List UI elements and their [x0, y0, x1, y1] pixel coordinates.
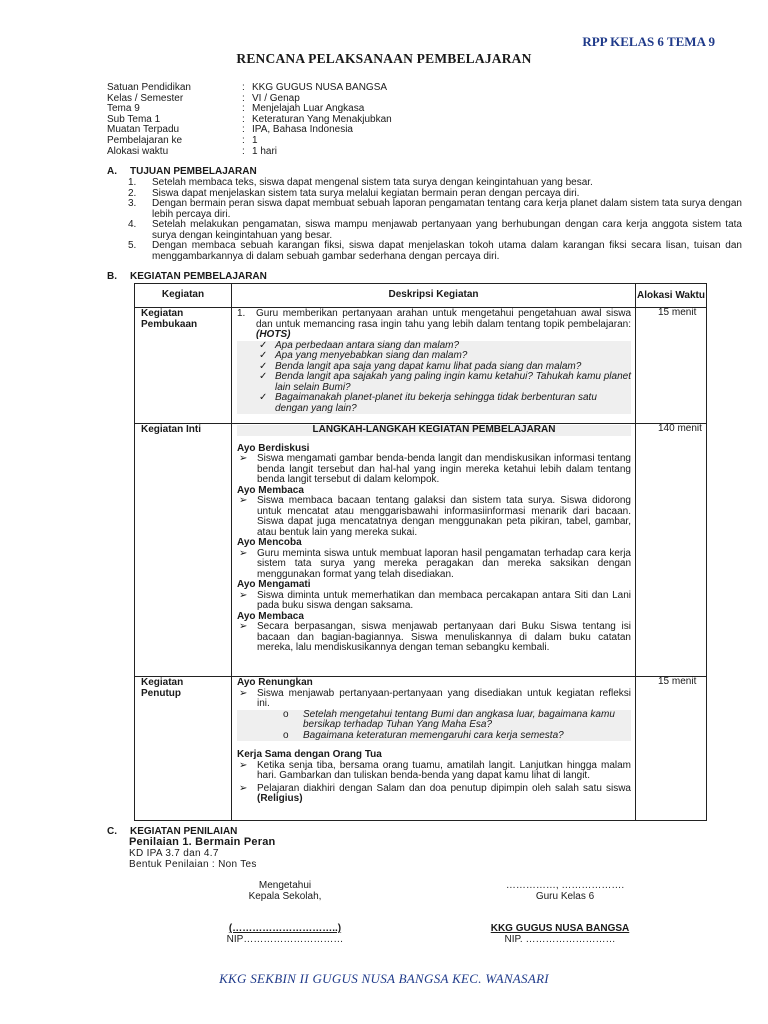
activity-heading: Ayo Mengamati — [237, 579, 311, 590]
signature-caption: Mengetahui — [258, 880, 312, 891]
activity-text: Siswa mengamati gambar benda-benda langit dan mendiskusikan informasi tentang benda langit tersebut dan hal-hal yang ingin mereka ketahui lebih dalam tentang benda langit tersebut di dalam kelompok. — [257, 453, 631, 485]
identity-separator: : — [242, 113, 245, 125]
section-b-heading — [107, 271, 267, 282]
section-title: KEGIATAN PENILAIAN — [130, 826, 238, 837]
row-label-inti: Kegiatan Inti — [135, 424, 232, 677]
row-time-inti: 140 menit — [636, 424, 707, 677]
row-desc-inti — [232, 424, 636, 677]
check-icon: ✓ — [259, 350, 268, 361]
identity-value: Menjelajah Luar Angkasa — [252, 103, 365, 115]
identity-label: Tema 9 — [107, 103, 140, 115]
check-icon: ✓ — [259, 371, 268, 382]
row-time-pembukaan: 15 menit — [636, 308, 707, 424]
activity-heading: Kerja Sama dengan Orang Tua — [237, 749, 382, 760]
identity-value: 1 — [252, 134, 258, 146]
hots-label: (HOTS) — [256, 329, 291, 340]
signature-right — [475, 880, 655, 902]
check-icon: ✓ — [259, 339, 268, 351]
identity-row — [107, 115, 707, 126]
section-title: KEGIATAN PEMBELAJARAN — [130, 271, 267, 282]
activity-item — [237, 454, 631, 486]
identity-separator: : — [242, 124, 245, 136]
reflection-text: Setelah mengetahui tentang Bumi dan angkasa luar, bagaimana kamu bersikap terhadap Tuhan Yang Maha Esa? — [303, 708, 615, 730]
arrow-icon: ➢ — [239, 621, 248, 632]
reflection-item — [283, 731, 631, 742]
identity-value: IPA, Bahasa Indonesia — [252, 124, 353, 136]
arrow-icon: ➢ — [239, 495, 248, 506]
activity-heading: Ayo Berdiskusi — [237, 442, 310, 454]
question-item — [259, 393, 631, 414]
row-desc-penutup — [232, 677, 636, 821]
signature-name: (…………………………..) — [228, 923, 342, 934]
identity-label: Kelas / Semester — [107, 92, 184, 104]
activity-text — [257, 784, 631, 805]
list-item — [128, 220, 742, 241]
activity-item — [237, 549, 631, 581]
list-number: 1. — [237, 308, 246, 319]
activity-item — [237, 784, 631, 805]
table-header-row — [135, 284, 707, 308]
identity-row — [107, 147, 707, 158]
question-text: Apa perbedaan antara siang dan malam? — [275, 339, 460, 351]
question-item — [259, 372, 631, 393]
section-letter: B. — [107, 271, 117, 282]
list-number: 4. — [128, 219, 137, 230]
section-letter: C. — [107, 826, 117, 837]
question-text: Benda langit apa sajakah yang paling ingin kamu ketahui? Tahukah kamu planet lain selain Bumi? — [275, 371, 631, 393]
check-icon: ✓ — [259, 360, 268, 372]
row-time-penutup: 15 menit — [636, 677, 707, 821]
activity-text: Guru meminta siswa untuk membuat laporan hasil pengamatan terhadap cara kerja sistem tata surya yang mereka peragakan dan mereka saksikan dengan menggunakan format yang telah disediakan. — [257, 547, 631, 580]
identity-value: VI / Genap — [252, 92, 300, 104]
steps-title: LANGKAH-LANGKAH KEGIATAN PEMBELAJARAN — [237, 425, 631, 436]
activity-item — [237, 689, 631, 710]
question-item — [259, 351, 631, 362]
penilaian-subtitle: Penilaian 1. Bermain Peran — [129, 836, 276, 848]
list-number: 3. — [128, 198, 137, 209]
signature-left — [200, 880, 370, 902]
closing-text: Pelajaran diakhiri dengan Salam dan doa penutup dipimpin oleh salah satu siswa — [257, 782, 631, 794]
section-a-heading — [107, 166, 257, 177]
activity-item — [237, 496, 631, 538]
activity-text: Siswa diminta untuk memerhatikan dan membaca percakapan antara Siti dan Lani pada buku siswa dengan saksama. — [257, 589, 631, 611]
circle-bullet-icon: o — [283, 729, 289, 741]
header-kegiatan: Kegiatan — [135, 284, 232, 308]
list-number: 1. — [128, 177, 137, 188]
activity-item — [237, 622, 631, 654]
identity-row — [107, 125, 707, 136]
tujuan-list — [128, 178, 742, 262]
list-text: Dengan membaca sebuah karangan fiksi, siswa dapat menjelaskan tokoh utama dalam karangan fiksi secara lisan, tuisan dan menggambarkannya di dalam sebuah gambar sederhana dengan percaya diri. — [152, 240, 742, 262]
activity-heading: Ayo Mencoba — [237, 537, 302, 548]
header-class-label: RPP KELAS 6 TEMA 9 — [582, 34, 715, 49]
penilaian-kd: KD IPA 3.7 dan 4.7 — [129, 848, 219, 859]
signature-role: Guru Kelas 6 — [535, 891, 595, 902]
list-text: Setelah melakukan pengamatan, siswa mampu menjawab pertanyaan yang berhubungan dengan cara kerja anggota sistem tata surya dengan keingintahuan yang besar. — [152, 219, 742, 241]
signature-right-name-block — [465, 923, 655, 945]
activity-heading: Ayo Membaca — [237, 610, 304, 622]
table-row — [135, 308, 707, 424]
list-item — [128, 178, 742, 189]
intro-text: Guru memberikan pertanyaan arahan untuk mengetahui pengetahuan awal siswa dan untuk memancing rasa ingin tahu yang lebih dalam tentang topik pembelajaran: — [256, 308, 631, 330]
activity-text: Ketika senja tiba, bersama orang tuamu, amatilah langit. Lanjutkan hingga malam hari. Gambarkan dan tuliskan benda-benda yang dapat kamu lihat di langit. — [257, 759, 631, 781]
activity-heading: Ayo Renungkan — [237, 677, 313, 688]
identity-value: Keteraturan Yang Menakjubkan — [252, 113, 392, 125]
table-row — [135, 424, 707, 677]
identity-label: Sub Tema 1 — [107, 113, 161, 125]
check-icon: ✓ — [259, 392, 268, 403]
identity-separator: : — [242, 92, 245, 104]
identity-separator: : — [242, 145, 245, 157]
section-letter: A. — [107, 166, 117, 177]
identity-value: 1 hari — [252, 145, 278, 157]
signature-role: Kepala Sekolah, — [248, 891, 322, 902]
identity-row — [107, 94, 707, 105]
list-number: 2. — [128, 187, 137, 199]
list-text: Dengan bermain peran siswa dapat membuat sebuah laporan pengamatan tentang cara kerja planet dalam sistem tata surya dengan lebih percaya diri. — [152, 198, 742, 220]
question-text: Apa yang menyebabkan siang dan malam? — [275, 350, 468, 361]
section-title: TUJUAN PEMBELAJARAN — [130, 166, 257, 177]
identity-row — [107, 136, 707, 147]
activity-item — [237, 591, 631, 612]
list-text — [256, 309, 631, 341]
activity-text: Siswa membaca bacaan tentang galaksi dan sistem tata surya. Siswa didorong untuk mencatat atau menggarisbawahi informasiinformasi menarik dari bacaan. Siswa dapat juga mencatatnya dengan menggunakan peta pikiran, tabel, gambar, atau bentuk lain yang mereka sukai. — [257, 495, 631, 538]
identity-label: Satuan Pendidikan — [107, 82, 191, 93]
signature-name: KKG GUGUS NUSA BANGSA — [490, 923, 630, 934]
identity-label: Pembelajaran ke — [107, 134, 183, 146]
list-item — [128, 241, 742, 262]
kegiatan-table — [134, 283, 707, 821]
signature-nip: NIP. ……………………… — [504, 934, 616, 945]
reflection-item — [283, 710, 631, 731]
identity-label: Alokasi waktu — [107, 145, 169, 157]
activity-text: Siswa menjawab pertanyaan-pertanyaan yang disediakan untuk kegiatan refleksi ini. — [257, 687, 631, 709]
page-title: RENCANA PELAKSANAAN PEMBELAJARAN — [236, 51, 532, 66]
list-item — [128, 199, 742, 220]
list-number: 5. — [128, 240, 137, 251]
identity-separator: : — [242, 103, 245, 115]
identity-label: Muatan Terpadu — [107, 124, 180, 136]
identity-value: KKG GUGUS NUSA BANGSA — [252, 82, 388, 93]
identity-row — [107, 104, 707, 115]
list-text: Siswa dapat menjelaskan sistem tata surya melalui kegiatan bermain peran dengan percaya diri. — [152, 187, 580, 199]
circle-bullet-icon: o — [283, 708, 289, 720]
question-text: Benda langit apa saja yang dapat kamu lihat pada siang dan malam? — [275, 360, 582, 372]
identity-block — [107, 83, 707, 157]
reflection-text: Bagaimana keteraturan memengaruhi cara kerja semesta? — [303, 729, 564, 741]
question-text: Bagaimanakah planet-planet itu bekerja sehingga tidak berbenturan satu dengan yang lain? — [275, 392, 597, 414]
page-footer: KKG SEKBIN II GUGUS NUSA BANGSA KEC. WANASARI — [219, 971, 549, 986]
table-row — [135, 677, 707, 821]
identity-separator: : — [242, 82, 245, 93]
list-text: Setelah membaca teks, siswa dapat mengenal sistem tata surya dengan keingintahuan yang besar. — [152, 177, 593, 188]
arrow-icon: ➢ — [239, 453, 248, 464]
identity-row — [107, 83, 707, 94]
activity-item — [237, 761, 631, 782]
activity-heading: Ayo Membaca — [237, 484, 304, 496]
arrow-icon: ➢ — [239, 687, 248, 699]
religius-label: (Religius) — [257, 793, 303, 804]
arrow-icon: ➢ — [239, 782, 248, 794]
arrow-icon: ➢ — [239, 759, 248, 771]
signature-nip: NIP………………………… — [226, 934, 344, 945]
row-label-penutup: Kegiatan Penutup — [135, 677, 232, 821]
header-alokasi: Alokasi Waktu — [636, 284, 707, 308]
activity-text: Secara berpasangan, siswa menjawab pertanyaan dari Buku Siswa tentang isi bacaan dan bagian-bagiannya. Siswa menuliskannya di dalam buku catatan mereka, lalu mendiskusikannya dengan teman sebangku kembali. — [257, 621, 631, 653]
list-item — [237, 309, 631, 341]
arrow-icon: ➢ — [239, 547, 248, 559]
header-deskripsi: Deskripsi Kegiatan — [232, 284, 636, 308]
penilaian-bentuk: Bentuk Penilaian : Non Tes — [129, 859, 257, 870]
row-desc-pembukaan — [232, 308, 636, 424]
signature-date: ……………, ………………. — [505, 880, 625, 891]
signature-left-name-block — [200, 923, 370, 945]
identity-separator: : — [242, 134, 245, 146]
row-label-pembukaan: Kegiatan Pembukaan — [135, 308, 232, 424]
penilaian-section — [107, 826, 707, 870]
arrow-icon: ➢ — [239, 589, 248, 601]
